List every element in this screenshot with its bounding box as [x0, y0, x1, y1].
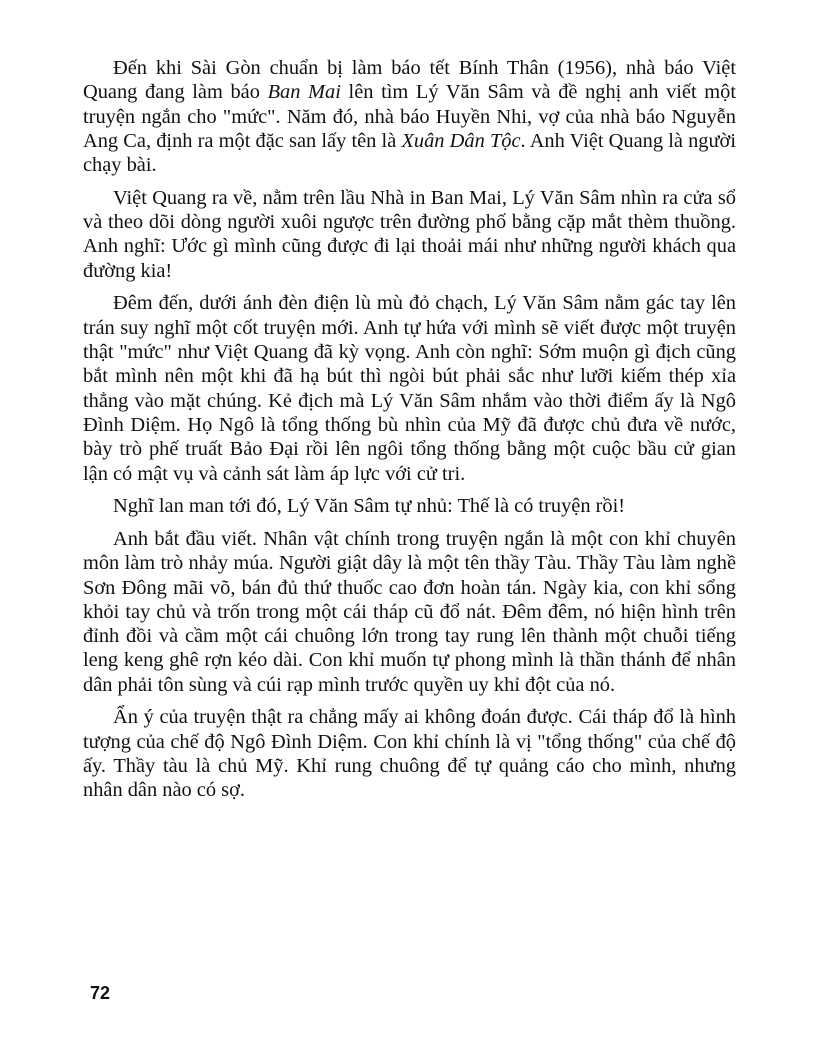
text-span: Nghĩ lan man tới đó, Lý Văn Sâm tự nhủ: Thế là có truyện rồi! — [113, 495, 626, 518]
page-number: 72 — [90, 983, 111, 1003]
text-span: . Anh Việt Quang là người chạy bài. — [83, 129, 736, 177]
text-span: Việt Quang ra về, nằm trên lầu Nhà in Ban Mai, Lý Văn Sâm nhìn ra cửa sổ và theo dõi dòng người xuôi ngược trên đường phố bằng cặp mắt thèm thuồng. Anh nghĩ: Ước gì mình cũng được đi lại thoải mái như những người khách qua đường kia! — [83, 186, 736, 282]
paragraph — [83, 56, 736, 177]
text-span: Anh bắt đầu viết. Nhân vật chính trong truyện ngắn là một con khỉ chuyên môn làm trò nhảy múa. Người giật dây là một tên thầy Tàu. Thầy Tàu làm nghề Sơn Đông mãi võ, bán đủ thứ thuốc cao đơn hoàn tán. Ngày kia, con khỉ sổng khỏi tay chủ và trốn trong một cái tháp cũ đổ nát. Đêm đêm, nó hiện hình trên đỉnh đồi và cầm một cái chuông lớn trong tay rung lên thành một chuỗi tiếng leng keng ghê rợn kéo dài. Con khỉ muốn tự phong mình là thần thánh để nhân dân phải tôn sùng và cúi rạp mình trước quyền uy khỉ đột của nó. — [83, 527, 736, 696]
text-span: lên tìm Lý Văn Sâm và đề nghị anh viết một truyện ngắn cho "mức". Năm đó, nhà báo Huyền Nhi, vợ của nhà báo Nguyễn Ang Ca, định ra một đặc san lấy tên là — [83, 81, 736, 152]
paragraph — [83, 291, 736, 485]
paragraph — [83, 527, 736, 697]
text-span: Ẩn ý của truyện thật ra chẳng mấy ai không đoán được. Cái tháp đổ là hình tượng của chế độ Ngô Đình Diệm. Con khỉ chính là vị "tổng thống" của chế độ ấy. Thầy tàu là chủ Mỹ. Khỉ rung chuông để tự quảng cáo cho mình, nhưng nhân dân nào có sợ. — [83, 706, 736, 802]
paragraph — [83, 705, 736, 802]
text-span: Đến khi Sài Gòn chuẩn bị làm báo tết Bính Thân (1956), nhà báo Việt Quang đang làm báo — [83, 57, 736, 104]
italic-text: Ban Mai — [267, 81, 341, 104]
body-text — [83, 56, 736, 811]
italic-text: Xuân Dân Tộc — [401, 129, 521, 152]
paragraph — [83, 186, 736, 283]
paragraph — [83, 494, 736, 518]
text-span: Đêm đến, dưới ánh đèn điện lù mù đỏ chạch, Lý Văn Sâm nằm gác tay lên trán suy nghĩ một cốt truyện mới. Anh tự hứa với mình sẽ viết được một truyện thật "mức" như Việt Quang đã kỳ vọng. Anh còn nghĩ: Sớm muộn gì địch cũng bắt mình nên một khi đã hạ bút thì ngòi bút phải sắc như lưỡi kiếm thép xỉa thẳng vào mặt chúng. Kẻ địch mà Lý Văn Sâm nhắm vào thời điểm ấy là Ngô Đình Diệm. Họ Ngô là tổng thống bù nhìn của Mỹ đã được chủ đưa về nước, bày trò phế truất Bảo Đại rồi lên ngôi tổng thống bằng một cuộc bầu cử gian lận có mật vụ và cảnh sát làm áp lực với cử tri. — [83, 292, 736, 485]
